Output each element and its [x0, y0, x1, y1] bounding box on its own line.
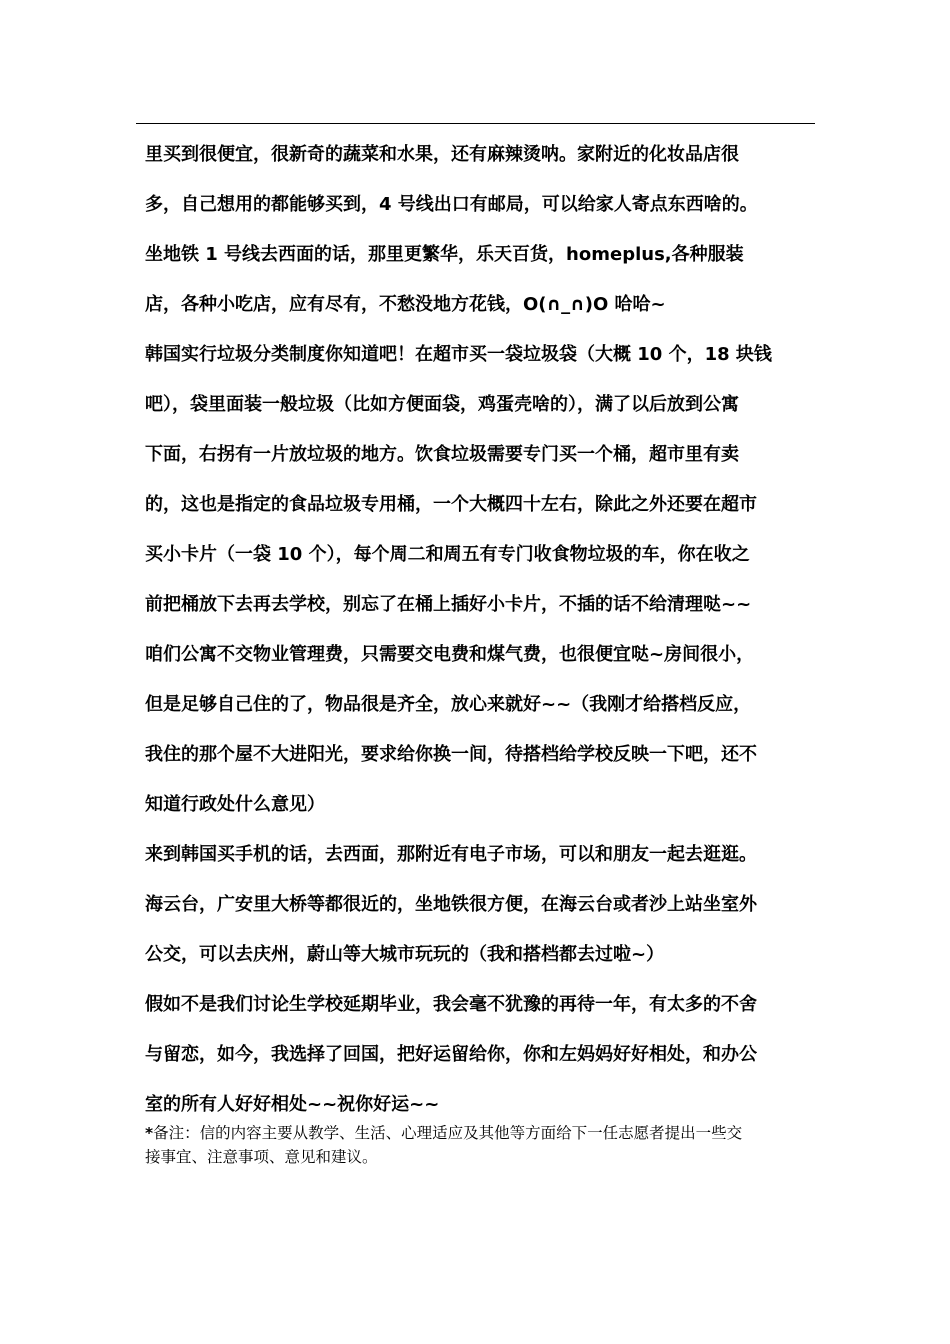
- header-rule: [136, 123, 815, 124]
- paragraph-line: 下面，右拐有一片放垃圾的地方。饮食垃圾需要专门买一个桶，超市里有卖: [145, 444, 739, 465]
- paragraph-line: 咱们公寓不交物业管理费，只需要交电费和煤气费，也很便宜哒~房间很小，: [145, 644, 755, 665]
- footnote-asterisk: *: [145, 1124, 154, 1142]
- footnote-line-2: 接事宜、注意事项、意见和建议。: [145, 1148, 378, 1166]
- letter-body: [145, 130, 815, 1130]
- footnote-text-1: 备注：信的内容主要从教学、生活、心理适应及其他等方面给下一任志愿者提出一些交: [153, 1124, 743, 1142]
- paragraph-line: 前把桶放下去再去学校，别忘了在桶上插好小卡片，不插的话不给清理哒~~: [145, 594, 752, 615]
- paragraph-line: 里买到很便宜，很新奇的蔬菜和水果，还有麻辣烫呐。家附近的化妆品店很: [145, 144, 739, 165]
- paragraph-line: 公交，可以去庆州，蔚山等大城市玩玩的（我和搭档都去过啦~）: [145, 944, 665, 965]
- paragraph-line: 假如不是我们讨论生学校延期毕业，我会毫不犹豫的再待一年，有太多的不舍: [145, 994, 757, 1015]
- footnote-line-1: [145, 1121, 815, 1145]
- paragraph-line: 知道行政处什么意见）: [145, 794, 325, 815]
- paragraph-line: 吧），袋里面装一般垃圾（比如方便面袋，鸡蛋壳啥的），满了以后放到公寓: [145, 394, 739, 415]
- paragraph-line: 买小卡片（一袋 10 个），每个周二和周五有专门收食物垃圾的车，你在收之: [145, 544, 750, 565]
- paragraph-line: 店，各种小吃店，应有尽有，不愁没地方花钱，O(∩_∩)O 哈哈~: [145, 294, 666, 315]
- paragraph-line: 韩国实行垃圾分类制度你知道吧！在超市买一袋垃圾袋（大概 10 个，18 块钱: [145, 344, 772, 365]
- paragraph-line: 室的所有人好好相处~~祝你好运~~: [145, 1094, 440, 1115]
- paragraph-line: 的，这也是指定的食品垃圾专用桶，一个大概四十左右，除此之外还要在超市: [145, 494, 757, 515]
- paragraph-line: 来到韩国买手机的话，去西面，那附近有电子市场，可以和朋友一起去逛逛。: [145, 844, 757, 865]
- footnote: [145, 1121, 815, 1169]
- paragraph-line: 海云台，广安里大桥等都很近的，坐地铁很方便，在海云台或者沙上站坐室外: [145, 894, 757, 915]
- paragraph-line: 坐地铁 1 号线去西面的话，那里更繁华，乐天百货，homeplus,各种服装: [145, 244, 744, 265]
- paragraph-line: 但是足够自己住的了，物品很是齐全，放心来就好~~（我刚才给搭档反应，: [145, 694, 752, 715]
- paragraph-line: 与留恋，如今，我选择了回国，把好运留给你，你和左妈妈好好相处，和办公: [145, 1044, 757, 1065]
- paragraph-line: 我住的那个屋不大进阳光，要求给你换一间，待搭档给学校反映一下吧，还不: [145, 744, 757, 765]
- paragraph-line: 多，自己想用的都能够买到，4 号线出口有邮局，可以给家人寄点东西啥的。: [145, 194, 758, 215]
